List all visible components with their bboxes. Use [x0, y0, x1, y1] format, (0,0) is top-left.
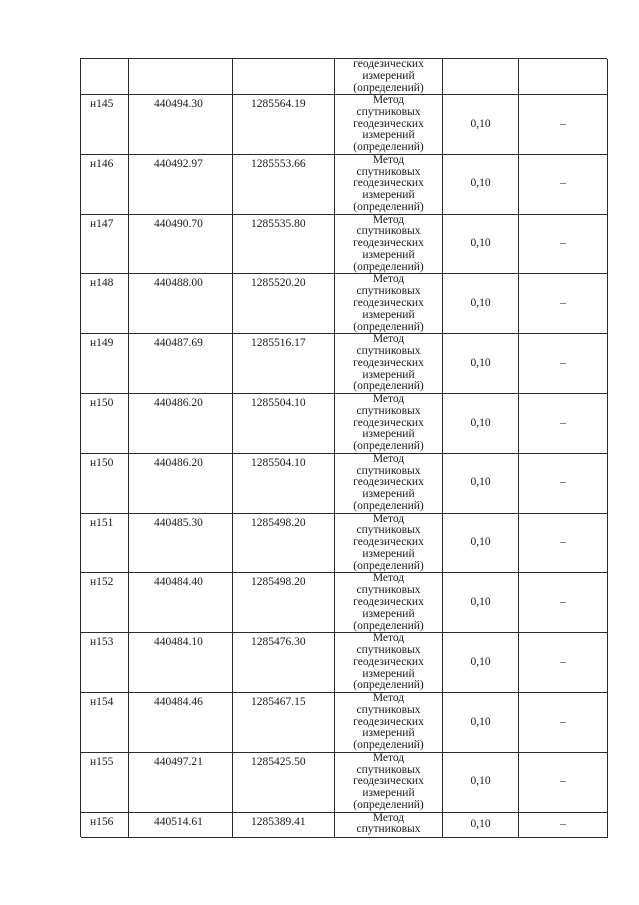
method-line: измерений — [362, 189, 415, 202]
method-line: геодезических — [353, 296, 424, 309]
coord-y-cell — [233, 753, 335, 813]
accuracy-cell — [443, 394, 519, 454]
coord-y-cell-text: 1285476.30 — [251, 636, 306, 649]
method-line: (определений) — [353, 619, 424, 632]
description-cell-text: – — [560, 416, 566, 429]
description-cell — [519, 394, 608, 454]
description-cell-text: – — [560, 595, 566, 608]
coord-x-cell — [129, 95, 233, 155]
accuracy-cell-text: 0,10 — [470, 715, 491, 728]
method-line: измерений — [362, 428, 415, 441]
description-cell — [519, 514, 608, 574]
method-line: спутниковых — [356, 763, 421, 776]
coord-x-cell — [129, 454, 233, 514]
point-name-cell — [81, 394, 129, 454]
method-line: геодезических — [353, 595, 424, 608]
coord-x-cell — [129, 155, 233, 215]
method-cell — [335, 753, 443, 813]
method-line: (определений) — [353, 200, 424, 213]
description-cell — [519, 274, 608, 334]
method-cell — [335, 394, 443, 454]
accuracy-cell — [443, 274, 519, 334]
coord-y-cell — [233, 633, 335, 693]
coord-y-cell-text: 1285516.17 — [251, 337, 306, 350]
accuracy-cell — [443, 753, 519, 813]
coord-y-cell-text: 1285498.20 — [251, 516, 306, 529]
method-cell — [335, 334, 443, 394]
point-name-cell-text: н155 — [90, 755, 114, 768]
coord-x-cell — [129, 813, 233, 838]
coord-x-cell — [129, 693, 233, 753]
coord-y-cell — [233, 394, 335, 454]
method-cell — [335, 59, 443, 95]
point-name-cell — [81, 693, 129, 753]
method-line: Метод — [372, 752, 405, 764]
coord-x-cell — [129, 753, 233, 813]
point-name-cell — [81, 59, 129, 95]
method-line: Метод — [372, 812, 405, 824]
method-line: (определений) — [353, 798, 424, 811]
point-name-cell-text: н146 — [90, 157, 114, 170]
description-cell — [519, 693, 608, 753]
accuracy-cell-text: 0,10 — [470, 356, 491, 369]
method-line: спутниковых — [356, 584, 421, 597]
accuracy-cell — [443, 693, 519, 753]
description-cell-text: – — [560, 715, 566, 728]
method-line: измерений — [362, 248, 415, 261]
coord-y-cell-text: 1285467.15 — [251, 696, 306, 708]
point-name-cell — [81, 573, 129, 633]
method-line: (определений) — [353, 380, 424, 393]
coord-x-cell-text: 440486.20 — [154, 397, 203, 409]
description-cell — [519, 215, 608, 275]
coord-y-cell-text: 1285504.10 — [251, 397, 306, 409]
method-line: спутниковых — [356, 344, 421, 357]
point-name-cell-text: н148 — [90, 277, 114, 290]
description-cell-text: – — [560, 476, 566, 489]
method-cell — [335, 813, 443, 838]
table-row — [81, 95, 608, 155]
point-name-cell — [81, 155, 129, 215]
method-line: спутниковых — [356, 404, 421, 417]
method-line: (определений) — [353, 81, 424, 94]
method-cell — [335, 274, 443, 334]
table-row — [81, 454, 608, 514]
table-row — [81, 394, 608, 454]
method-line: геодезических — [353, 536, 424, 549]
coord-y-cell-text: 1285564.19 — [251, 98, 306, 110]
method-line: Метод — [372, 95, 405, 106]
description-cell — [519, 59, 608, 95]
method-cell — [335, 95, 443, 155]
description-cell-text: – — [560, 296, 566, 309]
description-cell — [519, 454, 608, 514]
point-name-cell — [81, 753, 129, 813]
coord-x-cell-text: 440497.21 — [154, 755, 203, 768]
method-line: Метод — [372, 633, 405, 645]
method-line: геодезических — [353, 416, 424, 429]
point-name-cell-text: н153 — [90, 636, 114, 649]
coord-x-cell — [129, 215, 233, 275]
coord-y-cell — [233, 274, 335, 334]
coord-x-cell-text: 440492.97 — [154, 157, 203, 170]
description-cell — [519, 633, 608, 693]
accuracy-cell — [443, 215, 519, 275]
point-name-cell-text: н154 — [90, 696, 114, 708]
method-line: геодезических — [353, 775, 424, 788]
point-name-cell — [81, 514, 129, 574]
method-line: измерений — [362, 308, 415, 321]
accuracy-cell-text: 0,10 — [470, 476, 491, 489]
method-line: спутниковых — [356, 464, 421, 477]
accuracy-cell-text: 0,10 — [470, 817, 491, 830]
description-cell-text: – — [560, 655, 566, 668]
accuracy-cell-text: 0,10 — [470, 296, 491, 309]
accuracy-cell — [443, 573, 519, 633]
coord-x-cell — [129, 59, 233, 95]
table-row — [81, 514, 608, 574]
method-line: геодезических — [353, 356, 424, 369]
coord-y-cell — [233, 215, 335, 275]
point-name-cell-text: н149 — [90, 337, 114, 350]
coord-x-cell — [129, 334, 233, 394]
method-line: Метод — [372, 274, 405, 286]
point-name-cell-text: н152 — [90, 576, 114, 589]
table-row — [81, 693, 608, 753]
coord-y-cell-text: 1285553.66 — [251, 157, 306, 170]
accuracy-cell-text: 0,10 — [470, 416, 491, 429]
accuracy-cell — [443, 95, 519, 155]
method-cell — [335, 454, 443, 514]
method-line: спутниковых — [356, 285, 421, 298]
coord-y-cell-text: 1285520.20 — [251, 277, 306, 290]
method-line: Метод — [372, 513, 405, 525]
method-line: Метод — [372, 214, 405, 226]
description-cell-text: – — [560, 117, 566, 130]
method-cell — [335, 155, 443, 215]
description-cell-text: – — [560, 817, 566, 830]
coord-y-cell — [233, 59, 335, 95]
method-line: (определений) — [353, 260, 424, 273]
method-cell — [335, 215, 443, 275]
accuracy-cell-text: 0,10 — [470, 775, 491, 788]
table-row — [81, 274, 608, 334]
coord-y-cell — [233, 813, 335, 838]
accuracy-cell-text: 0,10 — [470, 117, 491, 130]
method-cell — [335, 514, 443, 574]
coord-x-cell — [129, 274, 233, 334]
method-line: (определений) — [353, 499, 424, 512]
accuracy-cell-text: 0,10 — [470, 237, 491, 250]
table-row — [81, 573, 608, 633]
method-line: Метод — [372, 154, 405, 166]
coord-y-cell — [233, 514, 335, 574]
point-name-cell-text: н150 — [90, 397, 114, 409]
method-line: (определений) — [353, 141, 424, 154]
coord-x-cell — [129, 394, 233, 454]
coord-x-cell-text: 440487.69 — [154, 337, 203, 350]
coord-x-cell-text: 440484.46 — [154, 696, 203, 708]
accuracy-cell — [443, 454, 519, 514]
point-name-cell — [81, 274, 129, 334]
method-line: геодезических — [353, 655, 424, 668]
coord-y-cell-text: 1285535.80 — [251, 217, 306, 230]
coord-y-cell-text: 1285425.50 — [251, 755, 306, 768]
coord-x-cell-text: 440494.30 — [154, 98, 203, 110]
table-row — [81, 215, 608, 275]
method-line: спутниковых — [356, 703, 421, 716]
method-line: спутниковых — [356, 643, 421, 656]
coord-x-cell — [129, 633, 233, 693]
point-name-cell-text: н145 — [90, 98, 114, 110]
coord-x-cell-text: 440484.40 — [154, 576, 203, 589]
description-cell — [519, 155, 608, 215]
point-name-cell — [81, 95, 129, 155]
point-name-cell-text: н147 — [90, 217, 114, 230]
method-cell — [335, 573, 443, 633]
coord-y-cell — [233, 573, 335, 633]
coord-x-cell-text: 440490.70 — [154, 217, 203, 230]
description-cell — [519, 334, 608, 394]
method-line: спутниковых — [356, 524, 421, 537]
method-line: геодезических — [353, 59, 424, 70]
accuracy-cell — [443, 334, 519, 394]
method-line: геодезических — [353, 117, 424, 130]
description-cell-text: – — [560, 356, 566, 369]
coord-x-cell-text: 440484.10 — [154, 636, 203, 649]
accuracy-cell — [443, 633, 519, 693]
method-line: измерений — [362, 69, 415, 82]
coord-y-cell — [233, 95, 335, 155]
method-line: (определений) — [353, 679, 424, 692]
method-line: измерений — [362, 547, 415, 560]
method-line: спутниковых — [356, 105, 421, 118]
accuracy-cell-text: 0,10 — [470, 536, 491, 549]
point-name-cell — [81, 215, 129, 275]
accuracy-cell — [443, 155, 519, 215]
coord-y-cell — [233, 454, 335, 514]
accuracy-cell — [443, 813, 519, 838]
accuracy-cell — [443, 59, 519, 95]
description-cell-text: – — [560, 775, 566, 788]
coord-x-cell-text: 440486.20 — [154, 456, 203, 469]
method-line: спутниковых — [356, 823, 421, 836]
method-cell — [335, 633, 443, 693]
description-cell — [519, 95, 608, 155]
method-line: Метод — [372, 334, 405, 346]
table-row — [81, 633, 608, 693]
point-name-cell — [81, 633, 129, 693]
description-cell — [519, 573, 608, 633]
method-line: геодезических — [353, 177, 424, 190]
description-cell — [519, 813, 608, 838]
method-line: геодезических — [353, 715, 424, 728]
method-line: (определений) — [353, 320, 424, 333]
method-line: геодезических — [353, 476, 424, 489]
coordinates-table — [80, 58, 607, 837]
coord-y-cell-text: 1285504.10 — [251, 456, 306, 469]
point-name-cell — [81, 334, 129, 394]
method-line: измерений — [362, 368, 415, 381]
description-cell — [519, 753, 608, 813]
method-line: измерений — [362, 488, 415, 501]
method-line: спутниковых — [356, 165, 421, 178]
point-name-cell-text: н151 — [90, 516, 114, 529]
description-cell-text: – — [560, 536, 566, 549]
accuracy-cell — [443, 514, 519, 574]
point-name-cell — [81, 813, 129, 838]
coord-y-cell — [233, 334, 335, 394]
table-row — [81, 334, 608, 394]
method-line: Метод — [372, 453, 405, 465]
table-row — [81, 753, 608, 813]
description-cell-text: – — [560, 177, 566, 190]
accuracy-cell-text: 0,10 — [470, 595, 491, 608]
coord-y-cell-text: 1285389.41 — [251, 815, 306, 828]
method-line: Метод — [372, 693, 405, 704]
accuracy-cell-text: 0,10 — [470, 177, 491, 190]
coord-y-cell — [233, 155, 335, 215]
coord-x-cell-text: 440485.30 — [154, 516, 203, 529]
method-line: (определений) — [353, 739, 424, 752]
method-line: Метод — [372, 394, 405, 405]
method-line: Метод — [372, 573, 405, 585]
method-line: (определений) — [353, 440, 424, 453]
method-line: измерений — [362, 787, 415, 800]
coord-x-cell-text: 440488.00 — [154, 277, 203, 290]
coord-x-cell — [129, 573, 233, 633]
accuracy-cell-text: 0,10 — [470, 655, 491, 668]
coord-y-cell — [233, 693, 335, 753]
method-line: измерений — [362, 607, 415, 620]
method-line: (определений) — [353, 559, 424, 572]
point-name-cell-text: н150 — [90, 456, 114, 469]
coord-y-cell-text: 1285498.20 — [251, 576, 306, 589]
method-line: измерений — [362, 129, 415, 142]
method-line: измерений — [362, 667, 415, 680]
table-row — [81, 59, 608, 95]
coord-x-cell — [129, 514, 233, 574]
method-cell — [335, 693, 443, 753]
point-name-cell-text: н156 — [90, 815, 114, 828]
point-name-cell — [81, 454, 129, 514]
method-line: измерений — [362, 727, 415, 740]
table-row — [81, 813, 608, 838]
method-line: спутниковых — [356, 225, 421, 238]
coord-x-cell-text: 440514.61 — [154, 815, 203, 828]
table-row — [81, 155, 608, 215]
description-cell-text: – — [560, 237, 566, 250]
method-line: геодезических — [353, 237, 424, 250]
